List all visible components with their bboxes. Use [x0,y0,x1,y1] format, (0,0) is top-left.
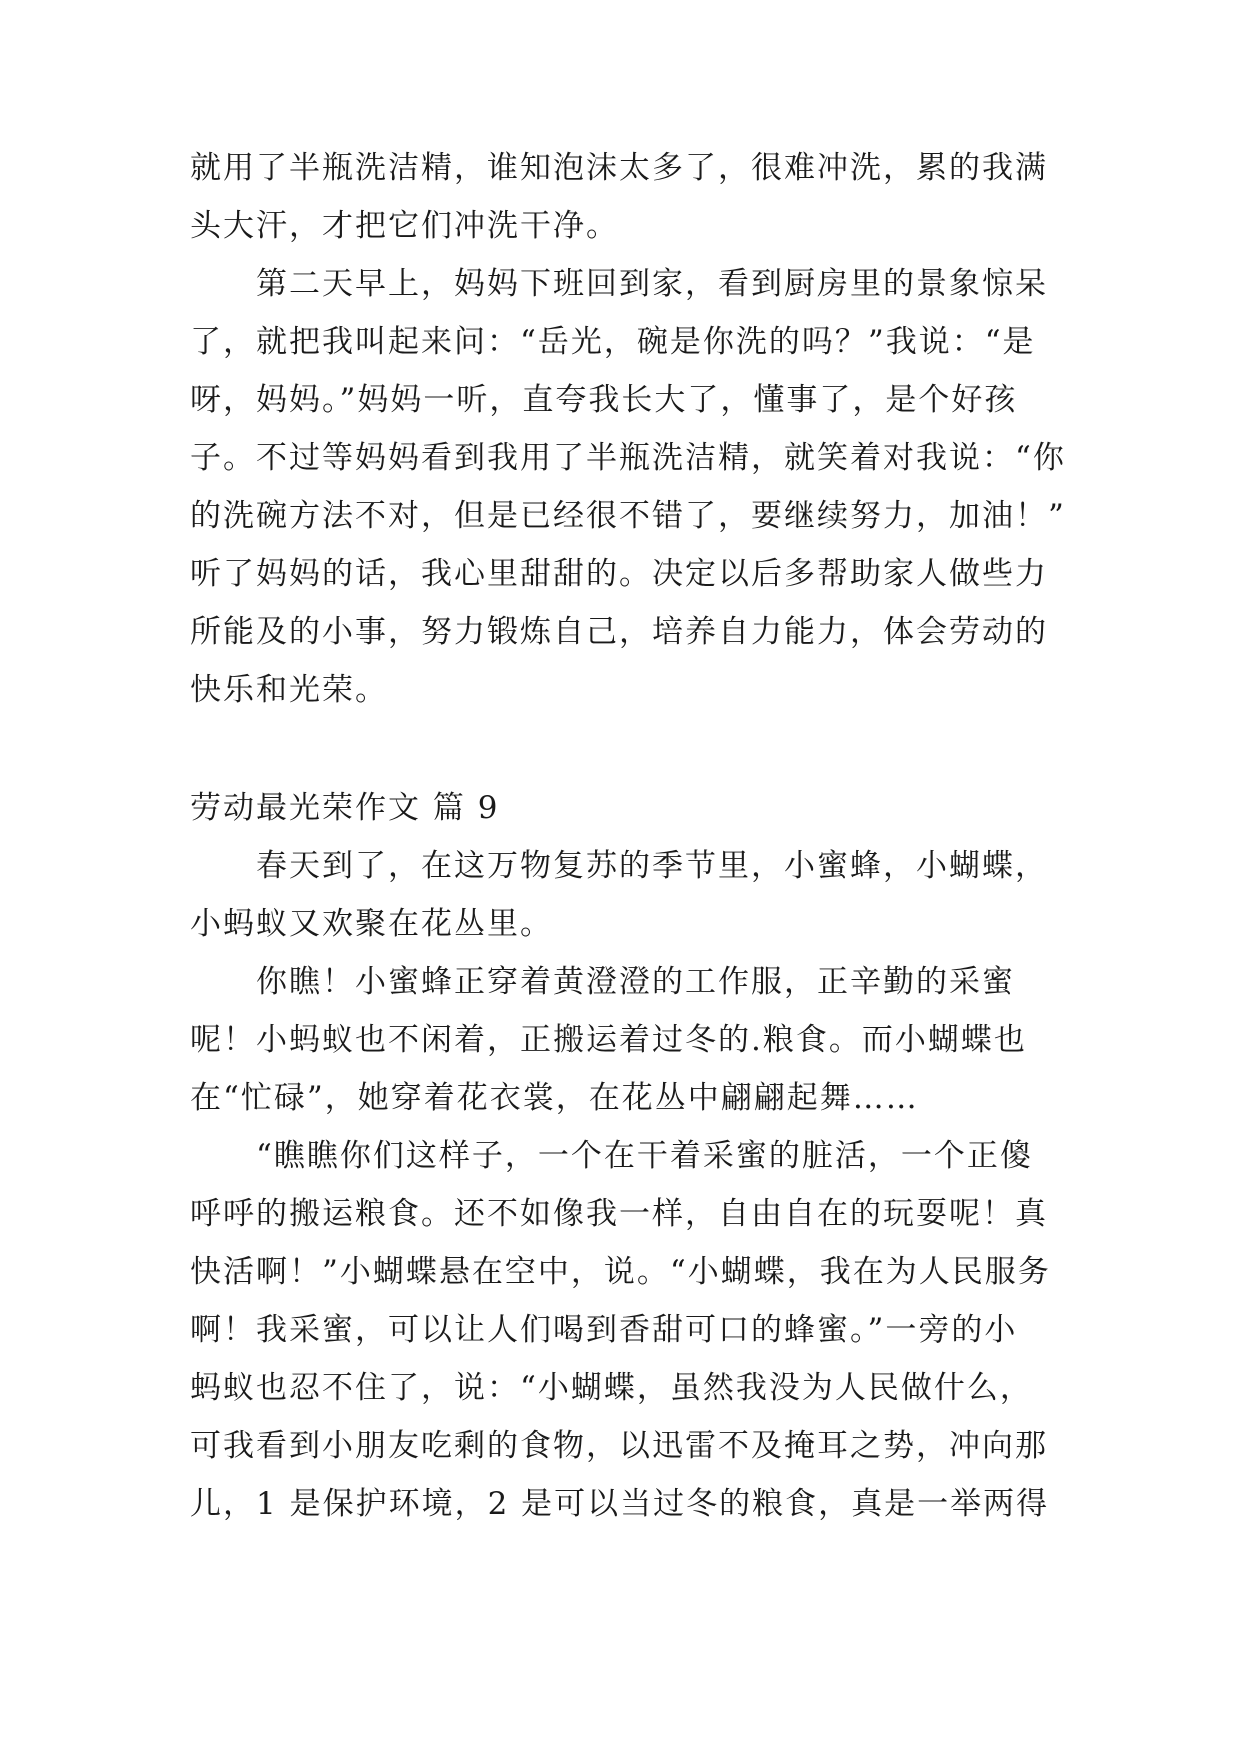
paragraph-line: “瞧瞧你们这样子，一个在干着采蜜的脏活，一个正傻 [190,1138,1033,1174]
paragraph-line: 蚂蚁也忍不住了，说：“小蝴蝶，虽然我没为人民做什么， [190,1370,1033,1406]
paragraph-line: 就用了半瓶洗洁精，谁知泡沫太多了，很难冲洗，累的我满 [190,150,1048,186]
paragraph-line: 所能及的小事，努力锻炼自己，培养自力能力，体会劳动的 [190,614,1048,650]
paragraph-line: 快乐和光荣。 [190,672,388,708]
paragraph-line: 子。不过等妈妈看到我用了半瓶洗洁精，就笑着对我说：“你 [190,440,1066,476]
paragraph-line: 呀，妈妈。”妈妈一听，直夸我长大了，懂事了，是个好孩 [190,382,1018,418]
paragraph-line: 第二天早上，妈妈下班回到家，看到厨房里的景象惊呆 [190,266,1048,302]
section-heading: 劳动最光荣作文 篇 9 [190,790,500,826]
paragraph-line: 的洗碗方法不对，但是已经很不错了，要继续努力，加油！” [190,498,1066,534]
paragraph-line: 你瞧！小蜜蜂正穿着黄澄澄的工作服，正辛勤的采蜜 [190,964,1015,1000]
paragraph-line: 春天到了，在这万物复苏的季节里，小蜜蜂，小蝴蝶， [190,848,1048,884]
paragraph-line: 儿，1 是保护环境，2 是可以当过冬的粮食，真是一举两得 [190,1486,1050,1522]
paragraph-line: 了，就把我叫起来问：“岳光，碗是你洗的吗？”我说：“是 [190,324,1036,360]
paragraph-line: 呼呼的搬运粮食。还不如像我一样，自由自在的玩耍呢！真 [190,1196,1048,1232]
paragraph-line: 啊！我采蜜，可以让人们喝到香甜可口的蜂蜜。”一旁的小 [190,1312,1018,1348]
paragraph-line: 听了妈妈的话，我心里甜甜的。决定以后多帮助家人做些力 [190,556,1048,592]
paragraph-line: 在“忙碌”，她穿着花衣裳，在花丛中翩翩起舞…… [190,1080,919,1116]
paragraph-line: 小蚂蚁又欢聚在花丛里。 [190,906,553,942]
paragraph-line: 呢！小蚂蚁也不闲着，正搬运着过冬的.粮食。而小蝴蝶也 [190,1022,1027,1058]
paragraph-line: 可我看到小朋友吃剩的食物，以迅雷不及掩耳之势，冲向那 [190,1428,1048,1464]
paragraph-line: 快活啊！”小蝴蝶悬在空中，说。“小蝴蝶，我在为人民服务 [190,1254,1051,1290]
paragraph-line: 头大汗，才把它们冲洗干净。 [190,208,619,244]
